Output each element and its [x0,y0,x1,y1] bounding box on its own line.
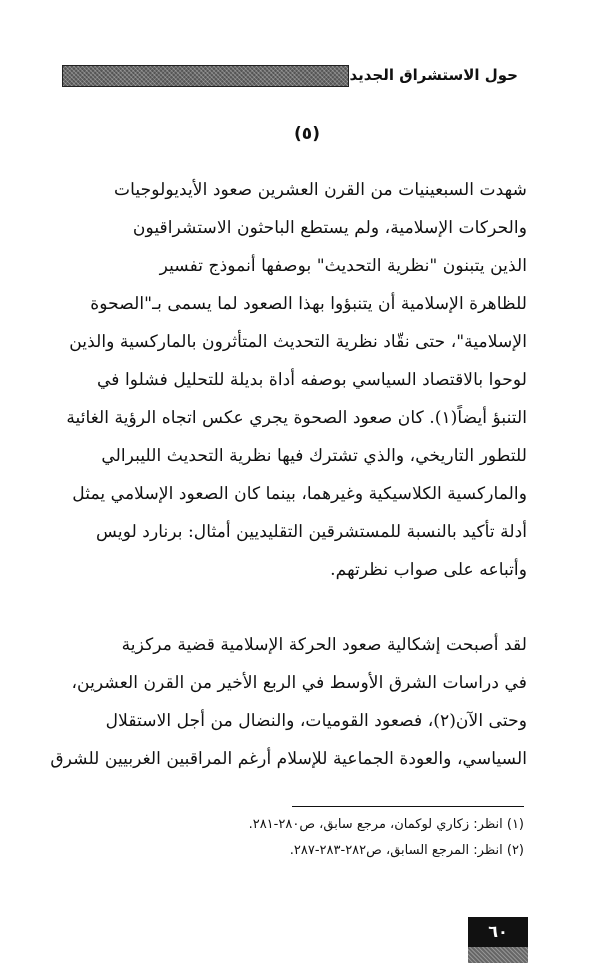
text-line: السياسي، والعودة الجماعية للإسلام أرغم المراقبين الغربيين للشرق [50,749,527,769]
text-line: وأتباعه على صواب نظرتهم. [330,560,527,580]
text-line: أدلة تأكيد بالنسبة للمستشرقين التقليديين أمثال: برنارد لويس [96,522,527,542]
text-line: والحركات الإسلامية، ولم يستطع الباحثون الاستشراقيون [132,218,527,238]
text-line: الإسلامية"، حتى نقّاد نظرية التحديث المتأثرون بالماركسية والذين [69,332,527,352]
running-header [62,62,518,88]
text-line: شهدت السبعينيات من القرن العشرين صعود الأيديولوجيات [113,180,527,200]
text-line: في دراسات الشرق الأوسط في الربع الأخير من القرن العشرين، [71,673,527,693]
running-header-title: حول الاستشراق الجديد [349,66,518,84]
section-number: (٥) [294,124,320,144]
text-line: وحتى الآن(٢)، فصعود القوميات، والنضال من أجل الاستقلال [105,711,527,731]
footnote-1: (١) انظر: زكاري لوكمان، مرجع سابق، ص٢٨٠-٢٨١. [248,817,524,832]
footnote-divider [292,806,524,807]
page-number: ٦٠ [468,917,528,947]
text-line: التنبؤ أيضاً(١). كان صعود الصحوة يجري عكس اتجاه الرؤية الغائية [66,408,527,428]
text-line: الذين يتبنون "نظرية التحديث" بوصفها أنموذج تفسير [159,256,527,276]
text-line: لوحوا بالاقتصاد السياسي بوصفه أداة بديلة للتحليل فشلوا في [96,370,527,390]
text-line: والماركسية الكلاسيكية وغيرهما، بينما كان الصعود الإسلامي يمثل [72,484,527,504]
paragraph-1 [62,171,527,589]
text-line: للتطور التاريخي، والذي تشترك فيها نظرية التحديث الليبرالي [101,446,527,466]
footnote-2: (٢) انظر: المرجع السابق، ص٢٨٢-٢٨٣-٢٨٧. [289,843,524,858]
page-number-decorative-strip [468,947,528,963]
paragraph-2 [50,626,527,778]
header-decorative-bar [62,65,349,87]
text-line: للظاهرة الإسلامية أن يتنبؤوا بهذا الصعود لما يسمى بـ"الصحوة [90,294,527,314]
text-line: لقد أصبحت إشكالية صعود الحركة الإسلامية قضية مركزية [121,635,527,655]
